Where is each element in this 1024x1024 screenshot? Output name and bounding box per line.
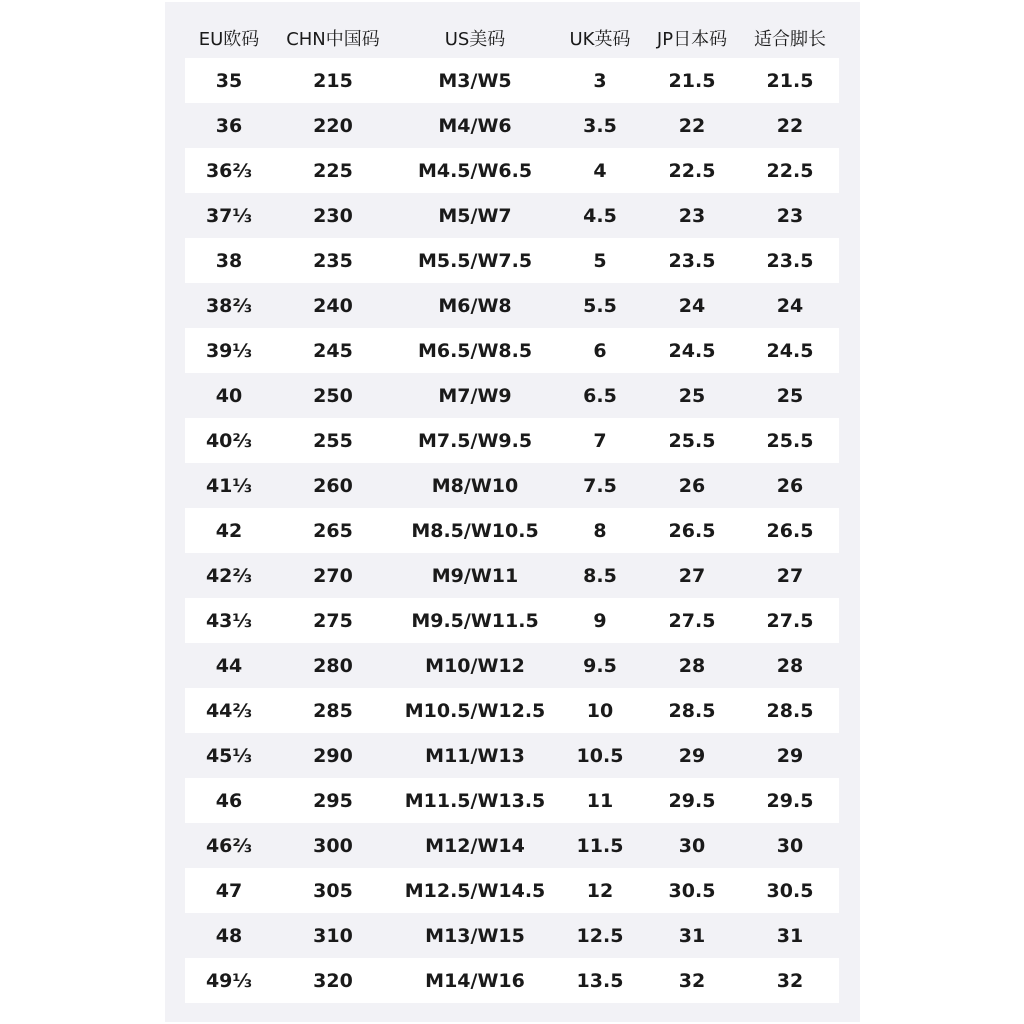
table-row — [185, 598, 839, 643]
header-foot-length: 适合脚长 — [754, 29, 826, 50]
cell-us: M5.5/W7.5 — [417, 249, 533, 272]
cell-chn: 240 — [313, 294, 353, 317]
cell-foot-length: 30 — [776, 834, 804, 857]
table-row — [185, 733, 839, 778]
cell-jp: 30.5 — [668, 879, 716, 902]
table-row — [185, 58, 839, 103]
cell-uk: 8 — [593, 519, 607, 542]
cell-foot-length: 22 — [776, 114, 804, 137]
cell-jp: 25 — [678, 384, 706, 407]
cell-foot-length: 27 — [776, 564, 804, 587]
cell-foot-length: 32 — [776, 969, 804, 992]
cell-foot-length: 23.5 — [766, 249, 814, 272]
cell-eu: 48 — [215, 924, 243, 947]
cell-jp: 28 — [678, 654, 706, 677]
cell-foot-length: 31 — [776, 924, 804, 947]
cell-foot-length: 26.5 — [766, 519, 814, 542]
cell-foot-length: 21.5 — [766, 69, 814, 92]
cell-jp: 30 — [678, 834, 706, 857]
header-chn: CHN中国码 — [286, 29, 380, 50]
cell-us: M11/W13 — [425, 744, 525, 767]
cell-chn: 280 — [313, 654, 353, 677]
table-row — [185, 643, 839, 688]
cell-us: M9/W11 — [431, 564, 519, 587]
cell-foot-length: 23 — [776, 204, 804, 227]
cell-chn: 270 — [313, 564, 353, 587]
cell-foot-length: 25 — [776, 384, 804, 407]
cell-eu: 46 — [215, 789, 243, 812]
cell-chn: 245 — [313, 339, 353, 362]
cell-eu: 38⅔ — [205, 294, 253, 317]
cell-chn: 250 — [313, 384, 353, 407]
table-row — [185, 418, 839, 463]
cell-foot-length: 24.5 — [766, 339, 814, 362]
cell-chn: 235 — [313, 249, 353, 272]
header-us: US美码 — [444, 29, 506, 50]
cell-uk: 3.5 — [583, 114, 617, 137]
cell-jp: 24.5 — [668, 339, 716, 362]
cell-us: M7.5/W9.5 — [417, 429, 533, 452]
cell-jp: 21.5 — [668, 69, 716, 92]
cell-chn: 320 — [313, 969, 353, 992]
table-row — [185, 463, 839, 508]
cell-uk: 3 — [593, 69, 607, 92]
cell-us: M5/W7 — [438, 204, 512, 227]
cell-uk: 6 — [593, 339, 607, 362]
cell-us: M12/W14 — [425, 834, 525, 857]
cell-foot-length: 28 — [776, 654, 804, 677]
cell-foot-length: 25.5 — [766, 429, 814, 452]
cell-eu: 36 — [215, 114, 243, 137]
cell-jp: 23.5 — [668, 249, 716, 272]
cell-eu: 42 — [215, 519, 243, 542]
table-row — [185, 103, 839, 148]
cell-eu: 42⅔ — [205, 564, 253, 587]
cell-chn: 215 — [313, 69, 353, 92]
cell-eu: 47 — [215, 879, 243, 902]
cell-uk: 11.5 — [576, 834, 624, 857]
cell-uk: 8.5 — [583, 564, 617, 587]
table-row — [185, 238, 839, 283]
cell-us: M12.5/W14.5 — [404, 879, 546, 902]
cell-jp: 22.5 — [668, 159, 716, 182]
cell-us: M6/W8 — [438, 294, 512, 317]
table-row — [185, 283, 839, 328]
cell-chn: 265 — [313, 519, 353, 542]
cell-eu: 45⅓ — [205, 744, 253, 767]
cell-foot-length: 29 — [776, 744, 804, 767]
cell-uk: 7 — [593, 429, 607, 452]
cell-eu: 36⅔ — [205, 159, 253, 182]
cell-us: M7/W9 — [438, 384, 512, 407]
cell-jp: 32 — [678, 969, 706, 992]
cell-jp: 24 — [678, 294, 706, 317]
cell-uk: 7.5 — [583, 474, 617, 497]
cell-jp: 27.5 — [668, 609, 716, 632]
table-row — [185, 553, 839, 598]
cell-foot-length: 28.5 — [766, 699, 814, 722]
table-row — [185, 148, 839, 193]
cell-us: M14/W16 — [425, 969, 525, 992]
table-row — [185, 688, 839, 733]
table-row — [185, 823, 839, 868]
cell-eu: 49⅓ — [205, 969, 253, 992]
table-row — [185, 868, 839, 913]
cell-uk: 5 — [593, 249, 607, 272]
cell-eu: 44⅔ — [205, 699, 253, 722]
cell-us: M13/W15 — [425, 924, 525, 947]
cell-eu: 35 — [215, 69, 243, 92]
cell-foot-length: 22.5 — [766, 159, 814, 182]
cell-jp: 25.5 — [668, 429, 716, 452]
cell-eu: 39⅓ — [205, 339, 253, 362]
cell-chn: 300 — [313, 834, 353, 857]
cell-uk: 4 — [593, 159, 607, 182]
cell-eu: 37⅓ — [205, 204, 253, 227]
cell-chn: 260 — [313, 474, 353, 497]
cell-jp: 28.5 — [668, 699, 716, 722]
cell-jp: 26.5 — [668, 519, 716, 542]
cell-foot-length: 24 — [776, 294, 804, 317]
cell-foot-length: 30.5 — [766, 879, 814, 902]
cell-eu: 46⅔ — [205, 834, 253, 857]
table-body — [185, 58, 839, 1003]
cell-foot-length: 29.5 — [766, 789, 814, 812]
size-chart-panel — [165, 2, 860, 1022]
cell-uk: 6.5 — [583, 384, 617, 407]
cell-chn: 230 — [313, 204, 353, 227]
table-row — [185, 373, 839, 418]
cell-chn: 310 — [313, 924, 353, 947]
cell-chn: 220 — [313, 114, 353, 137]
table-row — [185, 328, 839, 373]
cell-chn: 225 — [313, 159, 353, 182]
cell-us: M11.5/W13.5 — [404, 789, 546, 812]
cell-uk: 9 — [593, 609, 607, 632]
cell-chn: 285 — [313, 699, 353, 722]
cell-eu: 41⅓ — [205, 474, 253, 497]
cell-uk: 10 — [586, 699, 614, 722]
cell-jp: 29 — [678, 744, 706, 767]
table-row — [185, 193, 839, 238]
cell-jp: 27 — [678, 564, 706, 587]
cell-eu: 38 — [215, 249, 243, 272]
cell-us: M10.5/W12.5 — [404, 699, 546, 722]
header-eu: EU欧码 — [198, 29, 260, 50]
table-row — [185, 913, 839, 958]
cell-uk: 11 — [586, 789, 614, 812]
cell-us: M3/W5 — [438, 69, 512, 92]
table-row — [185, 958, 839, 1003]
cell-uk: 13.5 — [576, 969, 624, 992]
cell-eu: 40⅔ — [205, 429, 253, 452]
cell-chn: 275 — [313, 609, 353, 632]
table-header — [185, 16, 839, 60]
cell-uk: 10.5 — [576, 744, 624, 767]
cell-chn: 290 — [313, 744, 353, 767]
header-jp: JP日本码 — [656, 29, 728, 50]
cell-uk: 12 — [586, 879, 614, 902]
cell-us: M4.5/W6.5 — [417, 159, 533, 182]
cell-jp: 26 — [678, 474, 706, 497]
cell-us: M6.5/W8.5 — [417, 339, 533, 362]
cell-eu: 44 — [215, 654, 243, 677]
cell-foot-length: 26 — [776, 474, 804, 497]
cell-uk: 12.5 — [576, 924, 624, 947]
cell-jp: 23 — [678, 204, 706, 227]
cell-us: M10/W12 — [425, 654, 525, 677]
cell-chn: 255 — [313, 429, 353, 452]
cell-uk: 9.5 — [583, 654, 617, 677]
cell-us: M4/W6 — [438, 114, 512, 137]
cell-uk: 5.5 — [583, 294, 617, 317]
cell-chn: 295 — [313, 789, 353, 812]
cell-uk: 4.5 — [583, 204, 617, 227]
cell-chn: 305 — [313, 879, 353, 902]
cell-jp: 31 — [678, 924, 706, 947]
cell-foot-length: 27.5 — [766, 609, 814, 632]
table-row — [185, 778, 839, 823]
table-row — [185, 508, 839, 553]
cell-us: M8.5/W10.5 — [411, 519, 539, 542]
cell-us: M9.5/W11.5 — [411, 609, 539, 632]
header-uk: UK英码 — [569, 29, 631, 50]
cell-eu: 40 — [215, 384, 243, 407]
cell-eu: 43⅓ — [205, 609, 253, 632]
cell-jp: 29.5 — [668, 789, 716, 812]
cell-jp: 22 — [678, 114, 706, 137]
cell-us: M8/W10 — [431, 474, 519, 497]
